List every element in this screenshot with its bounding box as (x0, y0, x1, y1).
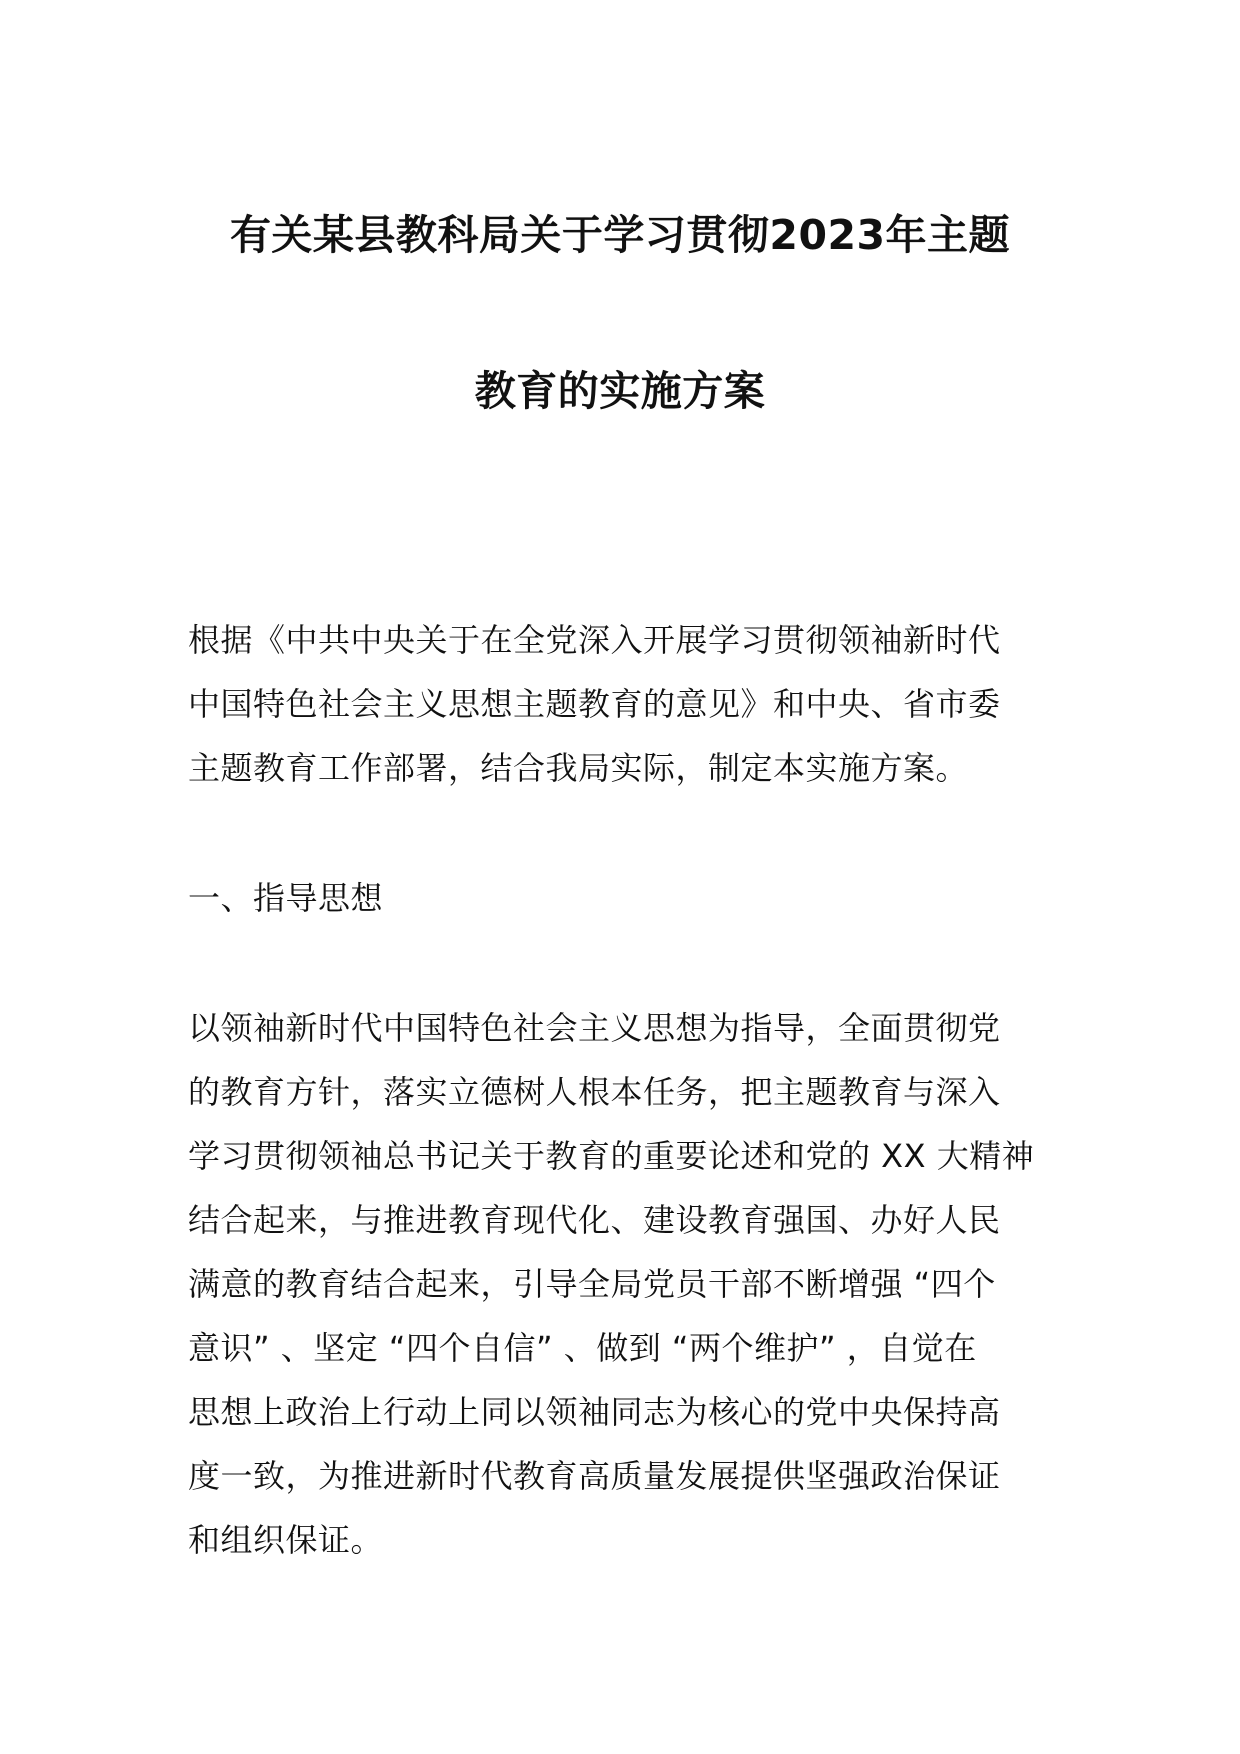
section-heading-text: 一、指导思想 (188, 879, 384, 917)
document-title-line-2: 教育的实施方案 (474, 367, 766, 415)
section-heading-guiding-ideology (188, 866, 1058, 930)
guiding-ideology-paragraph (188, 996, 1058, 1572)
guiding-paragraph-line: 学习贯彻领袖总书记关于教育的重要论述和党的 XX 大精神 (188, 1137, 1035, 1175)
document-title-line-1: 有关某县教科局关于学习贯彻2023年主题 (229, 211, 1011, 259)
guiding-paragraph-line: 的教育方针，落实立德树人根本任务，把主题教育与深入 (188, 1073, 1001, 1111)
guiding-paragraph-line: 满意的教育结合起来，引导全局党员干部不断增强 “四个 (188, 1265, 996, 1303)
intro-paragraph (188, 608, 1058, 800)
guiding-paragraph-line: 意识” 、坚定 “四个自信” 、做到 “两个维护” ，自觉在 (188, 1329, 977, 1367)
guiding-paragraph-line: 以领袖新时代中国特色社会主义思想为指导，全面贯彻党 (188, 1009, 1001, 1047)
intro-paragraph-line: 中国特色社会主义思想主题教育的意见》和中央、省市委 (188, 685, 1001, 723)
intro-paragraph-line: 主题教育工作部署，结合我局实际，制定本实施方案。 (188, 749, 969, 787)
guiding-paragraph-line: 和组织保证。 (188, 1521, 384, 1559)
guiding-paragraph-line: 结合起来，与推进教育现代化、建设教育强国、办好人民 (188, 1201, 1001, 1239)
guiding-paragraph-line: 度一致，为推进新时代教育高质量发展提供坚强政治保证 (188, 1457, 1001, 1495)
intro-paragraph-line: 根据《中共中央关于在全党深入开展学习贯彻领袖新时代 (188, 621, 1001, 659)
guiding-paragraph-line: 思想上政治上行动上同以领袖同志为核心的党中央保持高 (188, 1393, 1001, 1431)
